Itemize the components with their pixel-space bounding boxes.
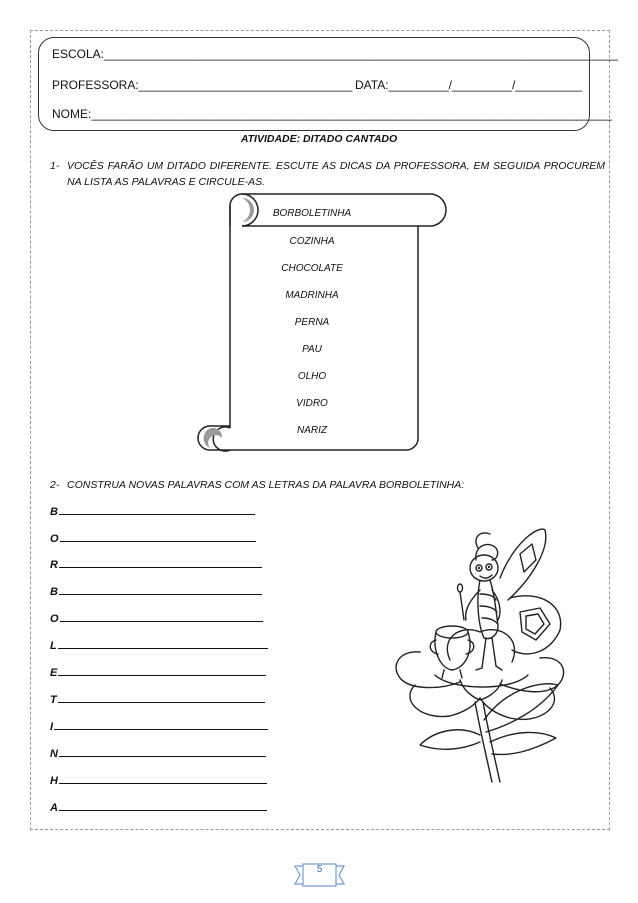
answer-line[interactable]	[58, 701, 265, 703]
letter-row[interactable]	[50, 802, 267, 814]
letter-label: I	[50, 721, 54, 733]
word-list-item[interactable]: NARIZ	[297, 425, 327, 436]
answer-line[interactable]	[59, 755, 266, 757]
answer-line[interactable]	[60, 540, 256, 542]
letter-label: H	[50, 775, 58, 787]
escola-field[interactable]: ESCOLA:_____________________________________________________________________________	[52, 47, 618, 61]
letter-row[interactable]	[50, 533, 256, 545]
nome-field[interactable]: NOME:______________________________________________________________________________	[52, 107, 612, 121]
question-1-number: 1-	[50, 160, 60, 172]
answer-line[interactable]	[59, 513, 255, 515]
letter-label: E	[50, 667, 58, 679]
word-list-item[interactable]: COZINHA	[289, 236, 335, 247]
word-list-item[interactable]: BORBOLETINHA	[272, 208, 352, 219]
letter-row[interactable]	[50, 506, 255, 518]
letter-label: O	[50, 613, 59, 625]
question-2-text: CONSTRUA NOVAS PALAVRAS COM AS LETRAS DA PALAVRA BORBOLETINHA:	[67, 479, 465, 491]
letter-row[interactable]	[50, 667, 266, 679]
answer-line[interactable]	[58, 647, 268, 649]
question-1-text: VOCÊS FARÃO UM DITADO DIFERENTE. ESCUTE AS DICAS DA PROFESSORA, EM SEGUIDA PROCUREM NA LISTA AS PALAVRAS E CIRCULE-AS.	[67, 160, 605, 188]
letter-row[interactable]	[50, 640, 268, 652]
answer-line[interactable]	[60, 620, 263, 622]
letter-label: A	[50, 802, 58, 814]
letter-row[interactable]	[50, 694, 265, 706]
answer-line[interactable]	[54, 728, 268, 730]
letter-row[interactable]	[50, 613, 263, 625]
answer-line[interactable]	[59, 593, 262, 595]
answer-line[interactable]	[58, 674, 266, 676]
letter-row[interactable]	[50, 586, 262, 598]
activity-title: ATIVIDADE: DITADO CANTADO	[240, 133, 398, 145]
answer-line[interactable]	[59, 566, 262, 568]
letter-label: R	[50, 559, 58, 571]
question-2-number: 2-	[50, 479, 60, 491]
letter-label: T	[50, 694, 57, 706]
letter-row[interactable]	[50, 775, 267, 787]
letter-label: O	[50, 533, 59, 545]
word-list-item[interactable]: MADRINHA	[285, 290, 339, 301]
letter-row[interactable]	[50, 559, 262, 571]
professora-field[interactable]: PROFESSORA:________________________________	[52, 78, 353, 92]
letter-row[interactable]	[50, 721, 268, 733]
word-list-item[interactable]: VIDRO	[296, 398, 328, 409]
data-field[interactable]: DATA:_________/_________/__________	[355, 78, 583, 92]
answer-line[interactable]	[59, 782, 267, 784]
word-list-item[interactable]: PERNA	[294, 317, 330, 328]
butterfly-flower-illustration	[380, 520, 570, 790]
word-list-item[interactable]: CHOCOLATE	[281, 263, 343, 274]
letter-row[interactable]	[50, 748, 266, 760]
letter-label: B	[50, 506, 58, 518]
answer-line[interactable]	[59, 809, 267, 811]
page-number: 5	[316, 864, 323, 875]
word-list-item[interactable]: PAU	[302, 344, 322, 355]
letter-label: N	[50, 748, 58, 760]
word-list-item[interactable]: OLHO	[297, 371, 327, 382]
letter-label: L	[50, 640, 57, 652]
letter-label: B	[50, 586, 58, 598]
